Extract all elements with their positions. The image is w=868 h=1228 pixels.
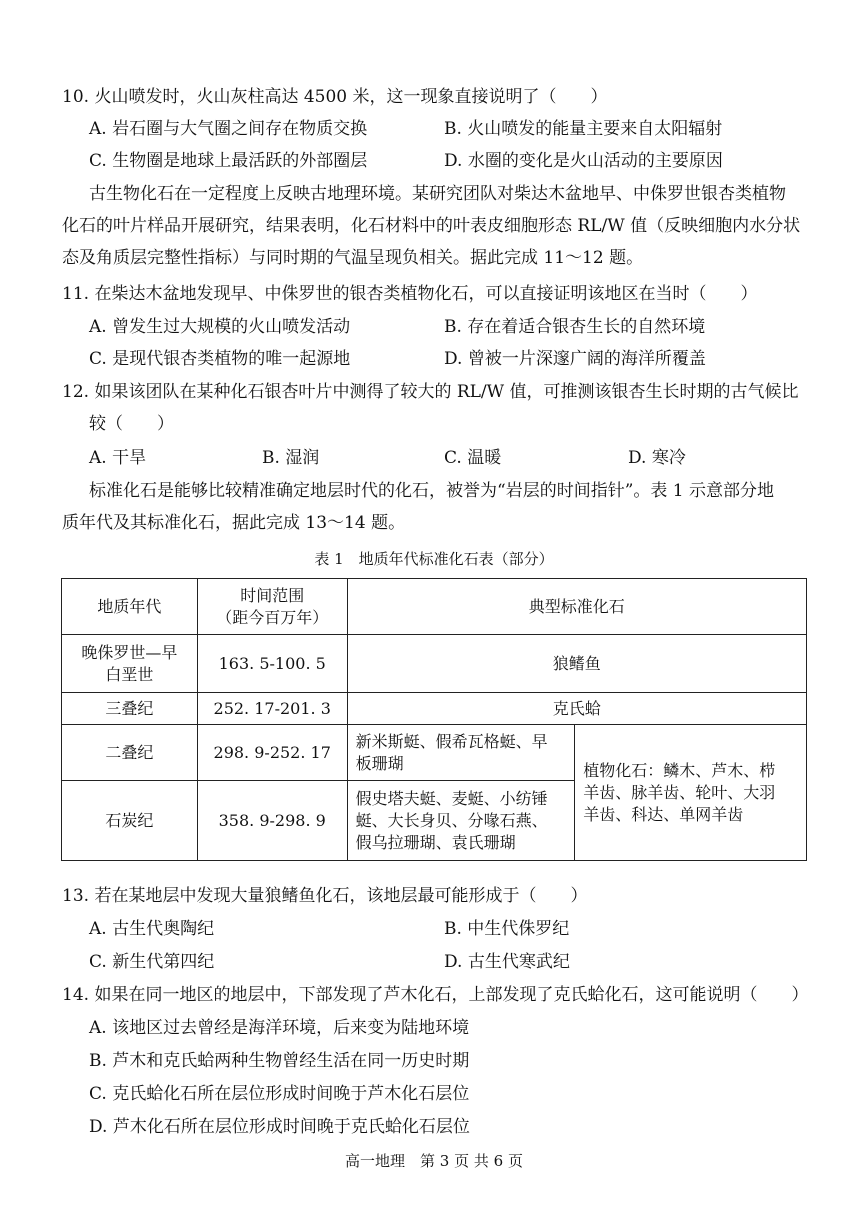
header-fossil-text: 典型标准化石 — [528, 596, 625, 616]
table-row — [62, 725, 807, 781]
question-13-option-a: A. 古生代奥陶纪 — [89, 919, 215, 939]
row-2-range: 252. 17-201. 3 — [197, 693, 347, 725]
question-12-stem-line-1: 12. 如果该团队在某种化石银杏叶片中测得了较大的 RL/W 值，可推测该银杏生长时期的古气候比 — [62, 382, 799, 402]
row-4-fossil-line-2: 蜓、大长身贝、分喙石燕、 — [355, 810, 548, 830]
row-3-era: 二叠纪 — [62, 725, 198, 781]
header-era-text: 地质年代 — [97, 596, 162, 616]
passage-2-line-1: 标准化石是能够比较精准确定地层时代的化石，被誉为“岩层的时间指针”。表 1 示意部分地 — [89, 481, 775, 501]
question-10-option-c: C. 生物圈是地球上最活跃的外部圈层 — [89, 151, 368, 171]
header-range-line-1: 时间范围 — [240, 585, 305, 605]
row-1-fossil: 狼鳍鱼 — [347, 635, 806, 693]
header-fossil — [347, 579, 806, 635]
table-header-row — [62, 579, 807, 635]
plant-fossils-line-2: 羊齿、脉羊齿、轮叶、大羽 — [583, 782, 776, 802]
row-4-fossil — [347, 781, 575, 861]
header-range-line-2: （距今百万年） — [216, 607, 329, 627]
question-13-stem: 13. 若在某地层中发现大量狼鳍鱼化石，该地层最可能形成于（ ） — [62, 886, 588, 906]
row-2-fossil: 克氏蛤 — [347, 693, 806, 725]
passage-1-line-1: 古生物化石在一定程度上反映古地理环境。某研究团队对柴达木盆地早、中侏罗世银杏类植物 — [89, 184, 786, 204]
row-4-range: 358. 9-298. 9 — [197, 781, 347, 861]
row-3-fossil-line-1: 新米斯蜓、假希瓦格蜓、早 — [355, 731, 548, 751]
passage-2-line-2: 质年代及其标准化石，据此完成 13～14 题。 — [62, 513, 406, 533]
question-14-option-a: A. 该地区过去曾经是海洋环境，后来变为陆地环境 — [89, 1018, 470, 1038]
row-3-range: 298. 9-252. 17 — [197, 725, 347, 781]
question-10-option-d: D. 水圈的变化是火山活动的主要原因 — [444, 151, 723, 171]
passage-1-line-3: 态及角质层完整性指标）与同时期的气温呈现负相关。据此完成 11～12 题。 — [62, 248, 644, 268]
plant-fossils-line-1: 植物化石：鳞木、芦木、栉 — [583, 760, 776, 780]
geologic-fossil-table — [61, 578, 807, 861]
question-11-option-c: C. 是现代银杏类植物的唯一起源地 — [89, 349, 351, 369]
question-14-stem: 14. 如果在同一地区的地层中，下部发现了芦木化石，上部发现了克氏蛤化石，这可能说明（ ） — [62, 985, 809, 1005]
question-11-stem: 11. 在柴达木盆地发现早、中侏罗世的银杏类植物化石，可以直接证明该地区在当时（ ） — [62, 284, 758, 304]
row-1-era-line-1: 晚侏罗世—早 — [81, 642, 178, 662]
question-12-option-c: C. 温暖 — [444, 448, 502, 468]
row-4-era: 石炭纪 — [62, 781, 198, 861]
question-13-option-c: C. 新生代第四纪 — [89, 952, 215, 972]
question-13-option-b: B. 中生代侏罗纪 — [444, 919, 570, 939]
page-footer: 高一地理 第 3 页 共 6 页 — [345, 1152, 523, 1170]
question-14-option-d: D. 芦木化石所在层位形成时间晚于克氏蛤化石层位 — [89, 1117, 470, 1137]
question-10-stem: 10. 火山喷发时，火山灰柱高达 4500 米，这一现象直接说明了（ ） — [62, 87, 608, 107]
header-time-range — [197, 579, 347, 635]
question-10-option-a: A. 岩石圈与大气圈之间存在物质交换 — [89, 119, 368, 139]
question-11-option-a: A. 曾发生过大规模的火山喷发活动 — [89, 317, 351, 337]
header-era — [62, 579, 198, 635]
row-4-fossil-line-1: 假史塔夫蜓、麦蜓、小纺锤 — [355, 788, 548, 808]
question-10-option-b: B. 火山喷发的能量主要来自太阳辐射 — [444, 119, 723, 139]
passage-1-line-2: 化石的叶片样品开展研究，结果表明，化石材料中的叶表皮细胞形态 RL/W 值（反映细胞内水分状 — [62, 216, 801, 236]
question-12-option-a: A. 干旱 — [89, 448, 147, 468]
question-12-option-b: B. 湿润 — [262, 448, 320, 468]
row-1-era — [62, 635, 198, 693]
row-4-fossil-line-3: 假乌拉珊瑚、袁氏珊瑚 — [355, 832, 516, 852]
question-13-option-d: D. 古生代寒武纪 — [444, 952, 570, 972]
row-1-range: 163. 5-100. 5 — [197, 635, 347, 693]
row-3-fossil — [347, 725, 575, 781]
row-1-era-line-2: 白垩世 — [105, 664, 154, 684]
question-14-option-b: B. 芦木和克氏蛤两种生物曾经生活在同一历史时期 — [89, 1051, 470, 1071]
question-12-option-d: D. 寒冷 — [628, 448, 686, 468]
question-11-option-d: D. 曾被一片深邃广阔的海洋所覆盖 — [444, 349, 706, 369]
plant-fossils-line-3: 羊齿、科达、单网羊齿 — [583, 804, 744, 824]
question-14-option-c: C. 克氏蛤化石所在层位形成时间晚于芦木化石层位 — [89, 1084, 470, 1104]
row-2-era: 三叠纪 — [62, 693, 198, 725]
row-3-fossil-line-2: 板珊瑚 — [355, 753, 404, 773]
plant-fossils-cell — [575, 725, 807, 861]
table-row — [62, 635, 807, 693]
question-12-stem-line-2: 较（ ） — [89, 414, 174, 434]
table-row — [62, 693, 807, 725]
question-11-option-b: B. 存在着适合银杏生长的自然环境 — [444, 317, 706, 337]
table-caption: 表 1 地质年代标准化石表（部分） — [314, 550, 554, 568]
